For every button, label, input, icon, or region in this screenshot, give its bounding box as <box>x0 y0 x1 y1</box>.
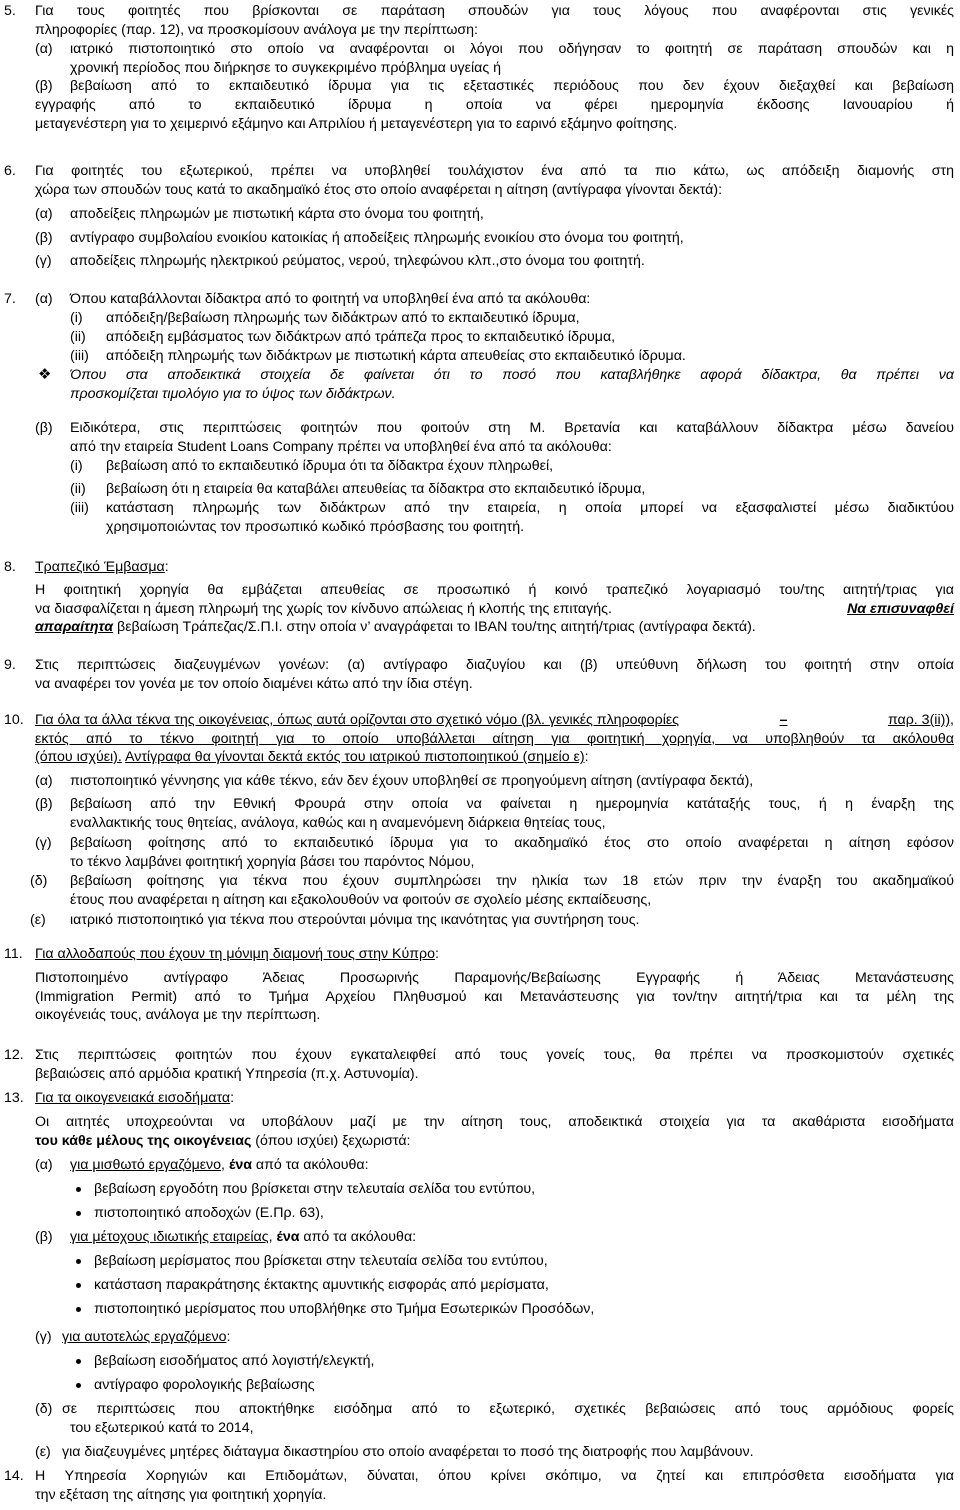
item-label: (α) <box>35 291 53 307</box>
item-text: βεβαίωση ότι η εταιρεία θα καταβάλει απευθείας τα δίδακτρα στο εκπαιδευτικό ίδρυμα, <box>106 481 646 497</box>
section-number: 12. <box>4 1047 24 1063</box>
item-label: (ii) <box>70 329 86 345</box>
section-text: Πιστοποιημένο αντίγραφο Άδειας Προσωρινής Παραμονής/Βεβαίωσης Εγγραφής ή Άδειας Μετανάστευσης <box>35 970 954 986</box>
section-title: Τραπεζικό Έμβασμα <box>35 559 165 575</box>
emphasis-text: απαραίτητα <box>35 619 114 636</box>
section-text: Για φοιτητές του εξωτερικού, πρέπει να υποβληθεί τουλάχιστον ένα από τα πιο κάτω, ως απόδειξη διαμονής στη <box>35 163 954 179</box>
section-text: (Immigration Permit) από το Τμήμα Αρχείου Πληθυσμού και Μετανάστευσης για τον/την αιτητή/τρια και τα μέλη της <box>35 988 954 1005</box>
item-text: βεβαίωση από το εκπαιδευτικό ίδρυμα ότι τα δίδακτρα έχουν πληρωθεί, <box>106 458 554 474</box>
item-text: αντίγραφο συμβολαίου ενοικίου κατοικίας ή αποδείξεις πληρωμής ενοικίου στο όνομα του φοιτητή, <box>70 230 684 246</box>
item-text: αποδείξεις πληρωμών με πιστωτική κάρτα στο όνομα του φοιτητή, <box>70 206 484 222</box>
emphasis-text: του κάθε μέλους της οικογένειας <box>35 1132 252 1149</box>
note-text: Όπου στα αποδεικτικά στοιχεία δε φαίνεται ότι το ποσό που καταβλήθηκε αφορά δίδακτρα, θα πρέπει να <box>70 367 954 383</box>
item-text: αποδείξεις πληρωμής ηλεκτρικού ρεύματος, νερού, τηλεφώνου κλπ.,στο όνομα του φοιτητή. <box>70 253 645 269</box>
section-number: 11. <box>4 946 23 962</box>
section-text: πληροφορίες (παρ. 12), να προσκομίσουν ανάλογα με την περίπτωση: <box>35 21 478 38</box>
section-number: 8. <box>4 559 16 575</box>
section-text: βεβαίωση Τράπεζας/Σ.Π.Ι. στην οποία ν’ αναγράφεται το IBAN του/της αιτητή/τριας (αντίγραφα δεκτά). <box>113 619 756 636</box>
section-title-colon: : <box>230 1090 235 1106</box>
item-text: Ειδικότερα, στις περιπτώσεις φοιτητών που φοιτούν στη Μ. Βρετανία και καταβάλλουν δίδακτρα μέσω δανείου <box>70 420 954 436</box>
bullet-icon <box>76 1359 81 1364</box>
section-text: την εξέταση της αίτησης για φοιτητική χορηγία. <box>35 1486 327 1503</box>
item-label: (α) <box>35 1157 53 1173</box>
item-text: : <box>226 1329 231 1345</box>
section-text: Οι αιτητές υποχρεούνται να υποβάλουν μαζί με την αίτηση τους, αποδεικτικά στοιχεία για τα ακαθάριστα εισοδήματα <box>35 1114 954 1130</box>
item-label: (ε) <box>30 912 46 928</box>
section-text: να αναφέρει τον γονέα με τον οποίο διαμένει κάτω από την ίδια στέγη. <box>35 675 473 692</box>
section-text: βεβαιώσεις από αρμόδια κρατική Υπηρεσία (π.χ. Αστυνομία). <box>35 1065 419 1082</box>
section-text: Στις περιπτώσεις φοιτητών που έχουν εγκαταλειφθεί από τους γονείς τους, θα πρέπει να προσκομιστούν σχετικές <box>35 1047 954 1063</box>
item-text: από τα ακόλουθα: <box>299 1229 417 1245</box>
item-text: , <box>221 1157 229 1173</box>
item-text: πιστοποιητικό γέννησης για κάθε τέκνο, εάν δεν έχουν υποβληθεί σε προηγούμενη αίτηση (αντίγραφα δεκτά), <box>70 773 754 789</box>
section-text: (όπου ισχύει) ξεχωριστά: <box>251 1132 411 1149</box>
section-text: παρ. 3(ii)), <box>887 712 954 728</box>
item-text: χρησιμοποιώντας τον προσωπικό κωδικό πρόσβασης του φοιτητή. <box>106 518 525 535</box>
section-number: 5. <box>4 3 16 19</box>
item-text: ιατρικό πιστοποιητικό στο οποίο να αναφέρονται οι λόγοι που οδήγησαν το φοιτητή σε παράταση σπουδών και η <box>70 41 954 57</box>
section-number: 6. <box>4 163 16 179</box>
item-text: πιστοποιητικό μερίσματος που υποβλήθηκε στο Τμήμα Εσωτερικών Προσόδων, <box>94 1301 595 1317</box>
item-text: κατάσταση παρακράτησης έκτακτης αμυντικής εισφοράς από μερίσματα, <box>94 1277 549 1293</box>
bullet-icon <box>76 1307 81 1312</box>
section-number: 14. <box>4 1468 24 1484</box>
item-text: μεταγενέστερη για το χειμερινό εξάμηνο και Απριλίου ή μεταγενέστερη για το εαρινό εξάμηνο φοίτησης. <box>35 115 678 132</box>
item-text: βεβαίωση φοίτησης για τέκνα που έχουν συμπληρώσει την ηλικία των 18 ετών πριν την έναρξη του ακαδημαϊκού <box>70 873 954 889</box>
bullet-icon <box>76 1383 81 1388</box>
item-text: έτους που αναφέρεται η αίτηση και εξακολουθούν να φοιτούν σε σχολείο μέσης εκπαίδευσης, <box>70 891 652 908</box>
section-title-colon: : <box>164 559 169 575</box>
item-text: βεβαίωση εισοδήματος από λογιστή/ελεγκτή, <box>94 1353 375 1369</box>
note-text: προσκομίζεται τιμολόγιο για το ύψος των διδάκτρων. <box>70 385 396 402</box>
bullet-icon <box>76 1211 81 1216</box>
item-label: (γ) <box>35 835 52 851</box>
item-label: (α) <box>35 206 53 222</box>
section-text: χώρα των σπουδών τους κατά το ακαδημαϊκό έτος στο οποίο αναφέρεται η αίτηση (αντίγραφα γίνονται δεκτά): <box>35 182 723 198</box>
section-text: Η Υπηρεσία Χορηγιών και Επιδομάτων, δύναται, όπου κρίνει σκόπιμο, να ζητεί και επιπρόσθετα εισοδήματα για <box>35 1468 954 1484</box>
section-number: 13. <box>4 1090 24 1106</box>
section-title: Για αλλοδαπούς που έχουν τη μόνιμη διαμονή τους στην Κύπρο <box>35 946 436 962</box>
section-text: Αντίγραφα θα γίνονται δεκτά εκτός του ιατρικού πιστοποιητικού (σημείο ε) <box>125 749 585 766</box>
bullet-icon <box>76 1283 81 1288</box>
section-text: : <box>584 749 589 766</box>
item-text: , <box>268 1229 277 1245</box>
diamond-bullet-icon: ❖ <box>38 366 52 383</box>
item-label: (α) <box>35 773 53 789</box>
section-number: 7. <box>4 291 16 307</box>
section-text: εκτός από το τέκνο φοιτητή για το οποίο υποβάλλεται αίτηση για φοιτητική χορηγία, να υποβληθούν τα ακόλουθα <box>35 730 954 747</box>
item-label: (δ) <box>30 873 48 889</box>
item-label: (β) <box>35 78 53 94</box>
item-text: απόδειξη εμβάσματος των διδάκτρων από τράπεζα προς το εκπαιδευτικό ίδρυμα, <box>106 329 616 345</box>
item-title: για μισθωτό εργαζόμενο <box>70 1157 222 1173</box>
item-text: Όπου καταβάλλονται δίδακτρα από το φοιτητή να υποβληθεί ένα από τα ακόλουθα: <box>70 291 591 307</box>
section-text: να διασφαλίζεται η άμεση πληρωμή της χωρίς τον κίνδυνο απώλειας ή κλοπής της επιταγής. <box>35 600 612 617</box>
item-text: από τα ακόλουθα: <box>251 1157 369 1173</box>
item-label: (γ) <box>35 253 52 269</box>
emphasis-text: ένα <box>228 1157 252 1173</box>
item-text: απόδειξη πληρωμής των διδάκτρων με πιστωτική κάρτα απευθείας στο εκπαιδευτικό ίδρυμα. <box>106 348 686 364</box>
item-text: για διαζευγμένες μητέρες διάταγμα δικαστηρίου στο οποίο αναφέρεται το ποσό της διατροφής που λαμβάνουν. <box>62 1444 754 1460</box>
item-text: το τέκνο λαμβάνει φοιτητική χορηγία βάσει του παρόντος Νόμου, <box>70 853 475 870</box>
section-text: Για όλα τα άλλα τέκνα της οικογένειας, όπως αυτά ορίζονται στο σχετικό νόμο (βλ. γενικές πληροφορίες <box>35 712 680 728</box>
item-text: ιατρικό πιστοποιητικό για τέκνα που στερούνται μόνιμα της ικανότητας για συντήρηση τους. <box>70 912 640 928</box>
item-text: κατάσταση πληρωμής των διδάκτρων από την εταιρεία, η οποία μπορεί να εξασφαλιστεί μέσω διαδικτύου <box>106 500 954 516</box>
item-text: σε περιπτώσεις που αποκτήθηκε εισόδημα από το εξωτερικό, σχετικές βεβαιώσεις από τους αρμόδιους φορείς <box>62 1401 954 1417</box>
item-text: από την εταιρεία Student Loans Company πρέπει να υποβληθεί ένα από τα ακόλουθα: <box>70 438 612 455</box>
item-text: απόδειξη/βεβαίωση πληρωμής των διδάκτρων από το εκπαιδευτικό ίδρυμα, <box>106 310 580 326</box>
emphasis-text: Να επισυναφθεί <box>847 600 954 617</box>
section-title: Για τα οικογενειακά εισοδήματα <box>35 1090 231 1106</box>
item-label: (ε) <box>35 1444 51 1460</box>
section-title-colon: : <box>435 946 439 962</box>
item-title: για αυτοτελώς εργαζόμενο <box>62 1329 227 1345</box>
item-text: εναλλακτικής τους θητείας, ανάλογα, καθώς και η αναμενόμενη διάρκεια θητείας τους, <box>70 814 606 831</box>
section-text: Στις περιπτώσεις διαζευγμένων γονέων: (α) αντίγραφο διαζυγίου και (β) υπεύθυνη δήλωση του φοιτητή στην οποία <box>35 657 954 673</box>
item-text: του εξωτερικού κατά το 2014, <box>70 1420 254 1436</box>
item-text: βεβαίωση από το εκπαιδευτικό ίδρυμα για τις εξεταστικές περιόδους που δεν έχουν διεξαχθεί και βεβαίωση <box>70 78 954 94</box>
item-label: (i) <box>70 458 83 474</box>
item-text: πιστοποιητικό αποδοχών (Ε.Πρ. 63), <box>94 1205 324 1221</box>
item-label: (β) <box>35 420 53 436</box>
section-text: οικογένειάς τους, ανάλογα με την περίπτωση. <box>35 1007 321 1024</box>
item-label: (β) <box>35 796 53 812</box>
bullet-icon <box>76 1259 81 1264</box>
item-label: (β) <box>35 1229 53 1245</box>
item-text: βεβαίωση εργοδότη που βρίσκεται στην τελευταία σελίδα του εντύπου, <box>94 1181 536 1197</box>
item-label: (i) <box>70 310 83 326</box>
item-label: (ii) <box>70 481 86 497</box>
item-title: για μέτοχους ιδιωτικής εταιρείας <box>70 1229 269 1245</box>
item-label: (γ) <box>35 1329 52 1345</box>
section-text: Η φοιτητική χορηγία θα εμβάζεται απευθείας σε προσωπικό ή κοινό τραπεζικό λογαριασμό του/της αιτητή/τριας για <box>35 582 954 598</box>
item-text: χρονική περίοδος που διήρκησε το συγκεκριμένο πρόβλημα υγείας ή <box>70 59 501 76</box>
section-number: 9. <box>4 657 16 673</box>
item-label: (iii) <box>70 348 89 364</box>
section-text: Για τους φοιτητές που βρίσκονται σε παράταση σπουδών για τους λόγους που αναφέρονται στις γενικές <box>35 3 954 19</box>
item-label: (iii) <box>70 500 89 516</box>
item-text: εγγραφής από το εκπαιδευτικό ίδρυμα η οποία να φέρει ημερομηνία έκδοσης Ιανουαρίου ή <box>35 97 954 113</box>
section-number: 10. <box>4 712 24 728</box>
item-text: βεβαίωση από την Εθνική Φρουρά στην οποία να φαίνεται η ημερομηνία κατάταξής τους, ή η έναρξη της <box>70 796 954 812</box>
item-label: (δ) <box>35 1401 53 1417</box>
item-label: (α) <box>35 41 53 57</box>
section-text: – <box>779 712 788 728</box>
item-text: βεβαίωση μερίσματος που βρίσκεται στην τελευταία σελίδα του εντύπου, <box>94 1253 548 1269</box>
item-text: βεβαίωση φοίτησης από το εκπαιδευτικό ίδρυμα για το ακαδημαϊκό έτος στο οποίο αναφέρεται η αίτηση εφόσον <box>70 835 954 851</box>
section-text: (όπου ισχύει). <box>35 749 122 766</box>
item-label: (β) <box>35 230 53 246</box>
bullet-icon <box>76 1187 81 1192</box>
item-text: αντίγραφο φορολογικής βεβαίωσης <box>94 1377 315 1393</box>
emphasis-text: ένα <box>276 1229 300 1245</box>
